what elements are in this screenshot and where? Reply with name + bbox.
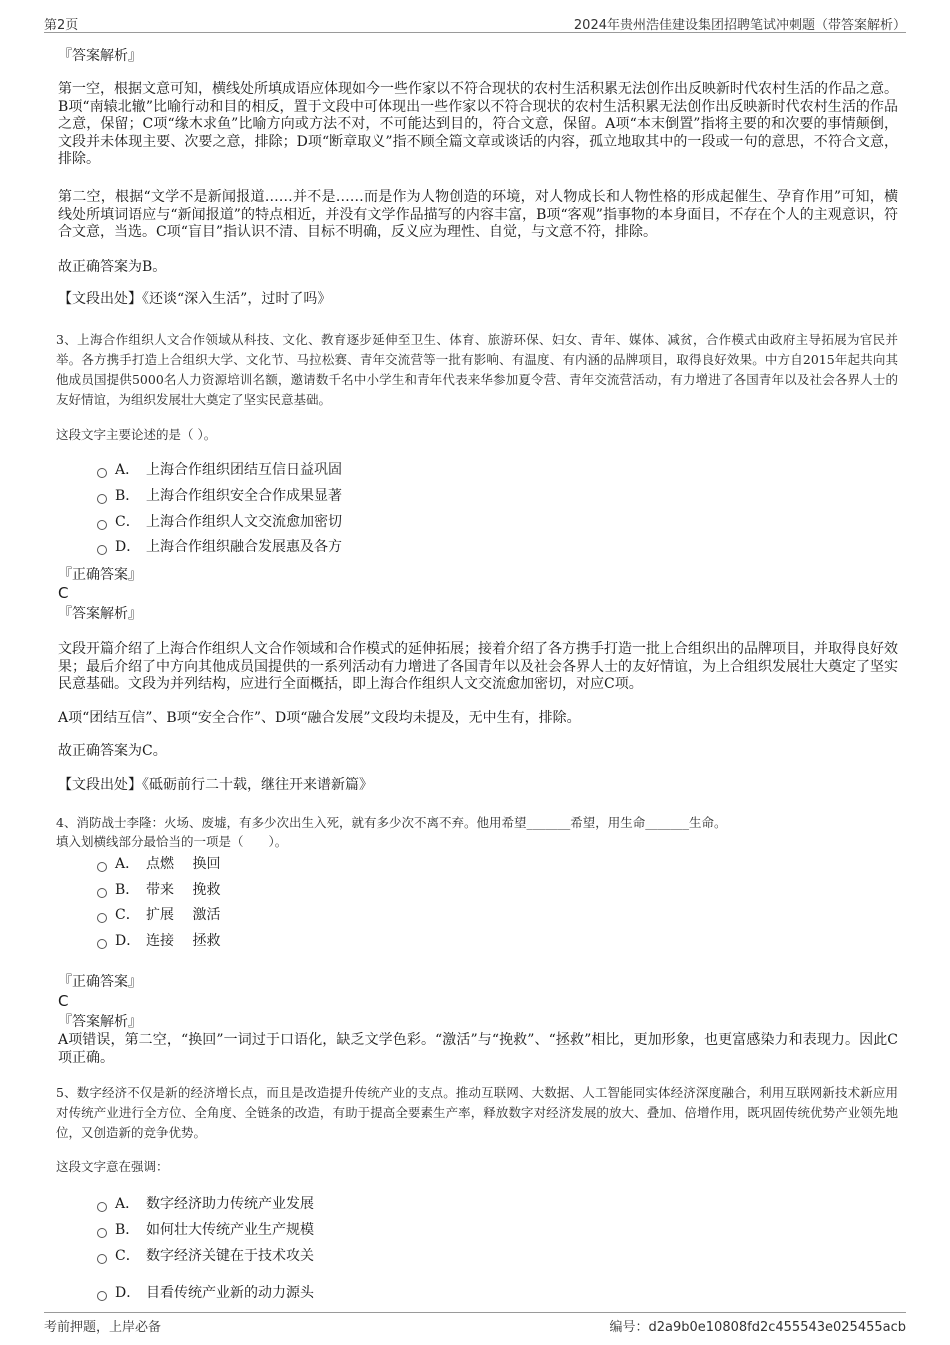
q2-source: 【文段出处】《还谈“深入生活”，过时了吗》 xyxy=(58,291,332,307)
q4-answer-label: 『正确答案』 xyxy=(58,974,142,990)
q4-prompt: 填入划横线部分最恰当的一项是（ ）。 xyxy=(56,834,288,849)
q4-explain-para1: A项错误，第二空，“换回”一词过于口语化，缺乏文学色彩。“激活”与“挽救”、“拯救”相比，更加形象，也更富感染力和表现力。因此C项正确。 xyxy=(58,1032,898,1066)
radio-button[interactable] xyxy=(97,913,107,923)
q5-prompt: 这段文字意在强调： xyxy=(56,1159,169,1174)
radio-button[interactable] xyxy=(97,494,107,504)
q5-stem: 5、数字经济不仅是新的经济增长点，而且是改造提升传统产业的支点。推动互联网、大数据、人工智能同实体经济深度融合，利用互联网新技术新应用对传统产业进行全方位、全角度、全链条的改造，有助于提高全要素生产率，释放数字对经济发展的放大、叠加、倍增作用，既巩固传统优势产业领先地位，又创造新的竞争优势。 xyxy=(56,1085,898,1140)
q4-option-a[interactable]: A． 点燃 换回 xyxy=(97,855,220,873)
q4-explain-label: 『答案解析』 xyxy=(58,1014,142,1030)
page-footer xyxy=(44,1312,906,1333)
radio-button[interactable] xyxy=(97,939,107,949)
q3-stem: 3、上海合作组织人文合作领域从科技、文化、教育逐步延伸至卫生、体育、旅游环保、妇女、青年、媒体、减贫，合作模式由政府主导拓展为官民并举。各方携手打造上合组织大学、文化节、马拉松赛、青年交流营等一批有影响、有温度、有内涵的品牌项目，取得良好效果。中方自2015年起共向其他成员国提供5000名人力资源培训名额，邀请数千名中小学生和青年代表来华参加夏令营、青年交流营活动，有力增进了各国青年以及社会各界人士的友好情谊，为组织发展壮大奠定了坚实民意基础。 xyxy=(56,332,898,407)
q3-explain-label: 『答案解析』 xyxy=(58,606,142,622)
radio-button[interactable] xyxy=(97,1254,107,1264)
q3-prompt: 这段文字主要论述的是（ ）。 xyxy=(56,427,217,442)
page-header xyxy=(44,12,906,33)
page-number: 第2页 xyxy=(44,18,79,33)
radio-button[interactable] xyxy=(97,1202,107,1212)
q3-explain-para2: A项“团结互信”、B项“安全合作”、D项“融合发展”文段均未提及，无中生有，排除。 xyxy=(58,710,581,726)
code-label: 编号： xyxy=(609,1320,649,1335)
q3-explain-para1: 文段开篇介绍了上海合作组织人文合作领域和合作模式的延伸拓展；接着介绍了各方携手打造一批上合组织出的品牌项目，并取得良好效果；最后介绍了中方向其他成员国提供的一系列活动有力增进了各国青年以及社会各界人士的友好情谊，为上合组织发展壮大奠定了坚实民意基础。文段为并列结构，应进行全面概括，即上海合作组织人文交流愈加密切，对应C项。 xyxy=(58,641,898,692)
q3-option-a[interactable]: A． 上海合作组织团结互信日益巩固 xyxy=(97,461,342,479)
q3-option-d[interactable]: D． 上海合作组织融合发展惠及各方 xyxy=(97,538,342,556)
q3-option-b[interactable]: B． 上海合作组织安全合作成果显著 xyxy=(97,487,342,505)
radio-button[interactable] xyxy=(97,468,107,478)
q3-option-c[interactable]: C． 上海合作组织人文交流愈加密切 xyxy=(97,513,342,531)
radio-button[interactable] xyxy=(97,862,107,872)
q2-explain-para1: 第一空，根据文意可知，横线处所填成语应体现如今一些作家以不符合现状的农村生活积累无法创作出反映新时代农村生活的作品之意。B项“南辕北辙”比喻行动和目的相反，置于文段中可体现出一些作家以不符合现状的农村生活积累无法创作出反映新时代农村生活的作品之意，保留；C项“缘木求鱼”比喻方向或方法不对，不可能达到目的，符合文意，保留。A项“本末倒置”指将主要的和次要的事情颠倒，文段并未体现主要、次要之意，排除；D项“断章取义”指不顾全篇文章或谈话的内容，孤立地取其中的一段或一句的意思，不符合文意，排除。 xyxy=(58,81,898,167)
document-code xyxy=(609,1316,906,1335)
q4-option-c[interactable]: C． 扩展 激活 xyxy=(97,906,220,924)
document-title: 2024年贵州浩佳建设集团招聘笔试冲刺题（带答案解析） xyxy=(573,18,906,33)
q3-conclusion: 故正确答案为C。 xyxy=(58,743,167,759)
footer-slogan: 考前押题，上岸必备 xyxy=(44,1320,162,1335)
q3-source: 【文段出处】《砥砺前行二十载，继往开来谱新篇》 xyxy=(58,777,373,793)
q3-answer-label: 『正确答案』 xyxy=(58,567,142,583)
q5-option-d[interactable]: D． 目看传统产业新的动力源头 xyxy=(97,1284,314,1302)
q5-option-a[interactable]: A． 数字经济助力传统产业发展 xyxy=(97,1195,314,1213)
q2-explain-label: 『答案解析』 xyxy=(58,48,142,64)
q4-answer: C xyxy=(58,992,69,1010)
radio-button[interactable] xyxy=(97,545,107,555)
q3-answer: C xyxy=(58,584,69,602)
q5-option-c[interactable]: C． 数字经济关键在于技术攻关 xyxy=(97,1247,314,1265)
radio-button[interactable] xyxy=(97,1291,107,1301)
radio-button[interactable] xyxy=(97,1228,107,1238)
q2-conclusion: 故正确答案为B。 xyxy=(58,259,167,275)
q5-option-b[interactable]: B． 如何壮大传统产业生产规模 xyxy=(97,1221,314,1239)
q2-explain-para2: 第二空，根据“文学不是新闻报道……并不是……而是作为人物创造的环境，对人物成长和人物性格的形成起催生、孕育作用”可知，横线处所填词语应与“新闻报道”的特点相近，并没有文学作品描写的内容丰富，B项“客观”指事物的本身面目，不存在个人的主观意识，符合文意，当选。C项“盲目”指认识不清、目标不明确，反义应为理性、自觉，与文意不符，排除。 xyxy=(58,189,898,240)
code-value: d2a9b0e10808fd2c455543e025455acb xyxy=(648,1320,906,1335)
radio-button[interactable] xyxy=(97,888,107,898)
q4-stem: 4、消防战士李隆：火场、废墟，有多少次出生入死，就有多少次不离不弃。他用希望_______希望，用生命_______生命。 xyxy=(56,815,727,830)
q4-option-d[interactable]: D． 连接 拯救 xyxy=(97,932,220,950)
radio-button[interactable] xyxy=(97,520,107,530)
q4-option-b[interactable]: B． 带来 挽救 xyxy=(97,881,220,899)
